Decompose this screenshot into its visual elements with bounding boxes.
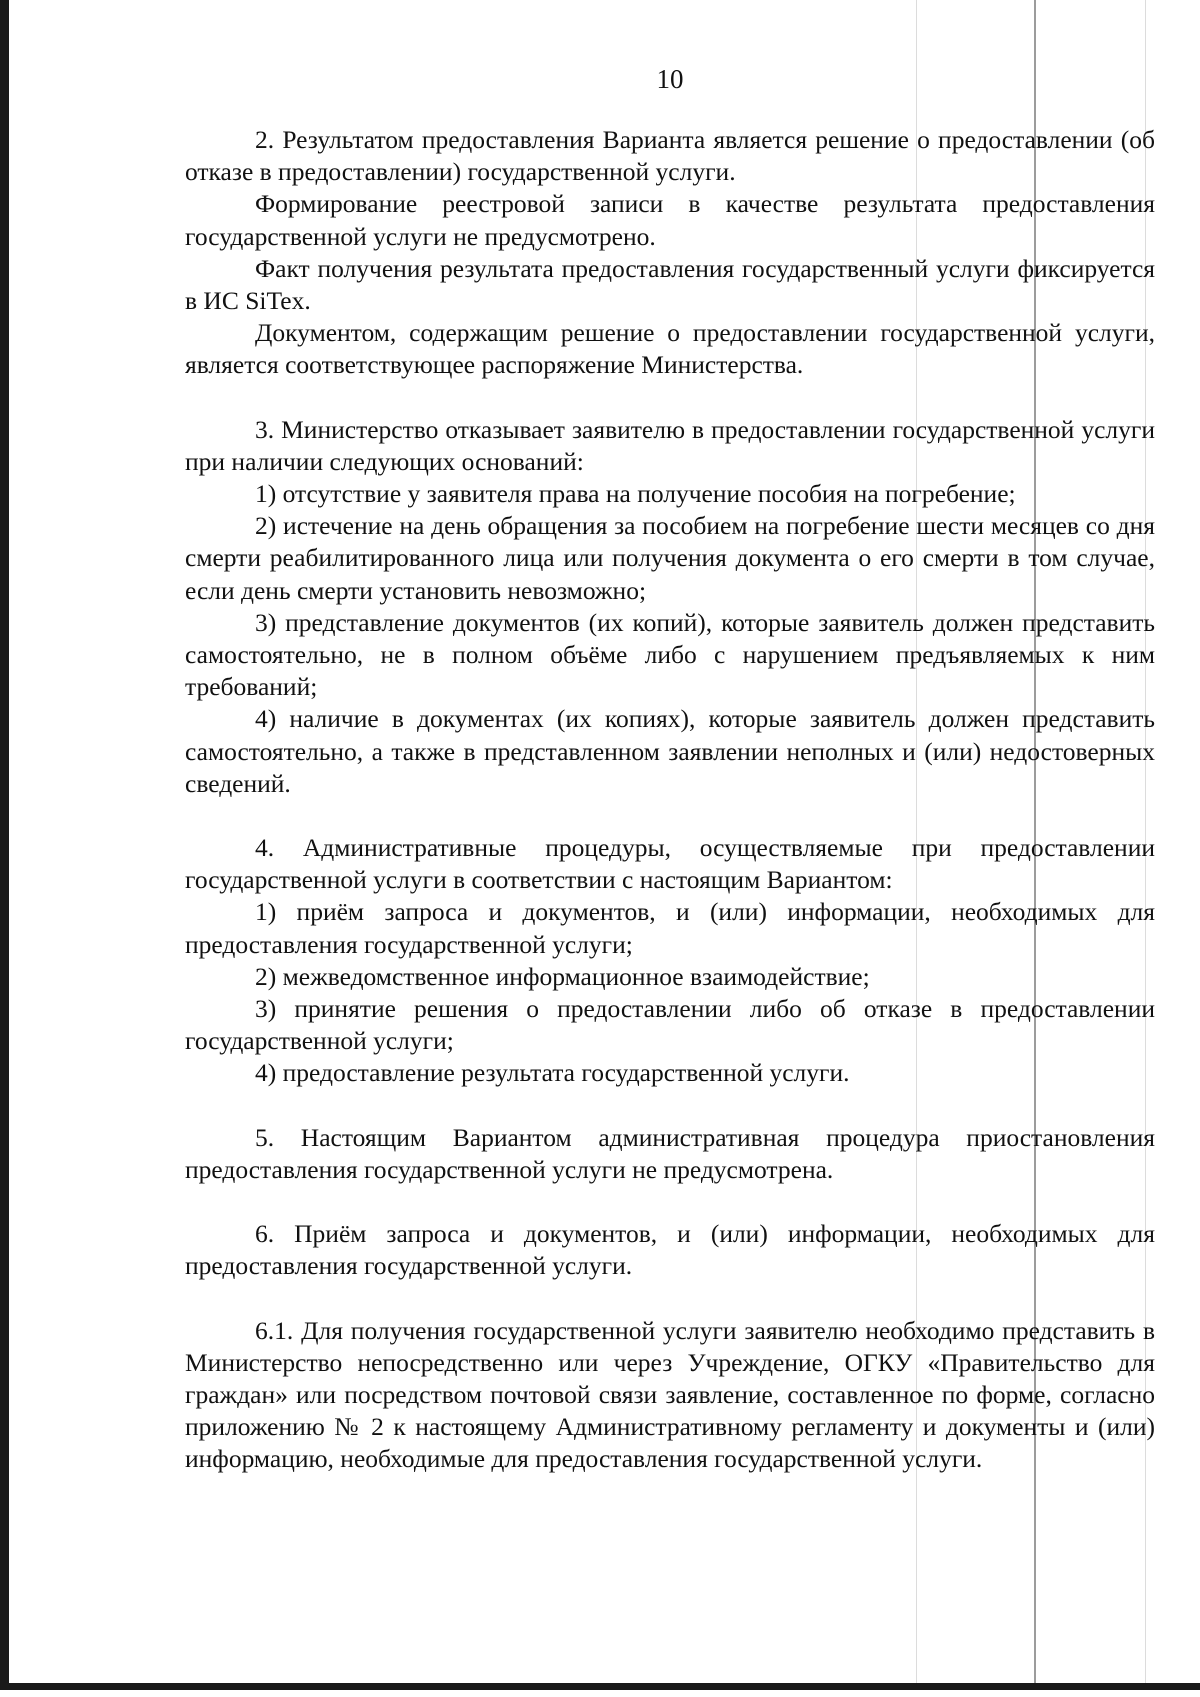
paragraph-4-procedures: 4. Административные процедуры, осуществляемые при предоставлении государственной услуги в соответствии с настоящим Вариантом: <box>185 833 1155 895</box>
paragraph-registry-record: Формирование реестровой записи в качестве результата предоставления государственной услуги не предусмотрено. <box>185 189 1155 251</box>
paragraph-6-1-application: 6.1. Для получения государственной услуги заявителю необходимо представить в Министерство непосредственно или через Учреждение, ОГКУ «Правительство для граждан» или посредством почтовой связи заявление, составленное по форме, согласно приложению № 2 к настоящему Административному регламенту и документы и (или) информацию, необходимые для предоставления государственной услуги. <box>185 1315 1155 1474</box>
procedure-item-1: 1) приём запроса и документов, и (или) информации, необходимых для предоставления государственной услуги; <box>185 897 1155 959</box>
procedure-item-3: 3) принятие решения о предоставлении либо об отказе в предоставлении государственной услуги; <box>185 994 1155 1056</box>
refusal-item-3: 3) представление документов (их копий), которые заявитель должен представить самостоятельно, не в полном объёме либо с нарушением предъявляемых к ним требований; <box>185 607 1155 702</box>
paragraph-5-suspension: 5. Настоящим Вариантом административная процедура приостановления предоставления государственной услуги не предусмотрена. <box>185 1122 1155 1184</box>
procedure-item-2: 2) межведомственное информационное взаимодействие; <box>255 961 870 991</box>
refusal-item-2: 2) истечение на день обращения за пособием на погребение шести месяцев со дня смерти реабилитированного лица или получения документа о его смерти в том случае, если день смерти установить невозможно; <box>185 511 1155 605</box>
paragraph-6-request: 6. Приём запроса и документов, и (или) информации, необходимых для предоставления государственной услуги. <box>185 1219 1155 1281</box>
procedure-item-4: 4) предоставление результата государственной услуги. <box>255 1058 850 1088</box>
paragraph-result-fixation: Факт получения результата предоставления государственный услуги фиксируется в ИС SiTex. <box>185 253 1155 316</box>
document-text <box>185 124 1155 1476</box>
scan-left-edge <box>0 0 9 1690</box>
paragraph-2-result: 2. Результатом предоставления Варианта является решение о предоставлении (об отказе в предоставлении) государственной услуги. <box>185 125 1155 187</box>
scan-bottom-edge <box>0 1683 1200 1690</box>
paragraph-3-refusal: 3. Министерство отказывает заявителю в предоставлении государственной услуги при наличии следующих оснований: <box>185 414 1155 476</box>
paragraph-decision-document: Документом, содержащим решение о предоставлении государственной услуги, является соответствующее распоряжение Министерства. <box>185 318 1155 380</box>
refusal-item-1: 1) отсутствие у заявителя права на получение пособия на погребение; <box>255 479 1016 509</box>
refusal-item-4: 4) наличие в документах (их копиях), которые заявитель должен представить самостоятельно, а также в представленном заявлении неполных и (или) недостоверных сведений. <box>185 704 1155 798</box>
page-number: 10 <box>656 64 684 94</box>
